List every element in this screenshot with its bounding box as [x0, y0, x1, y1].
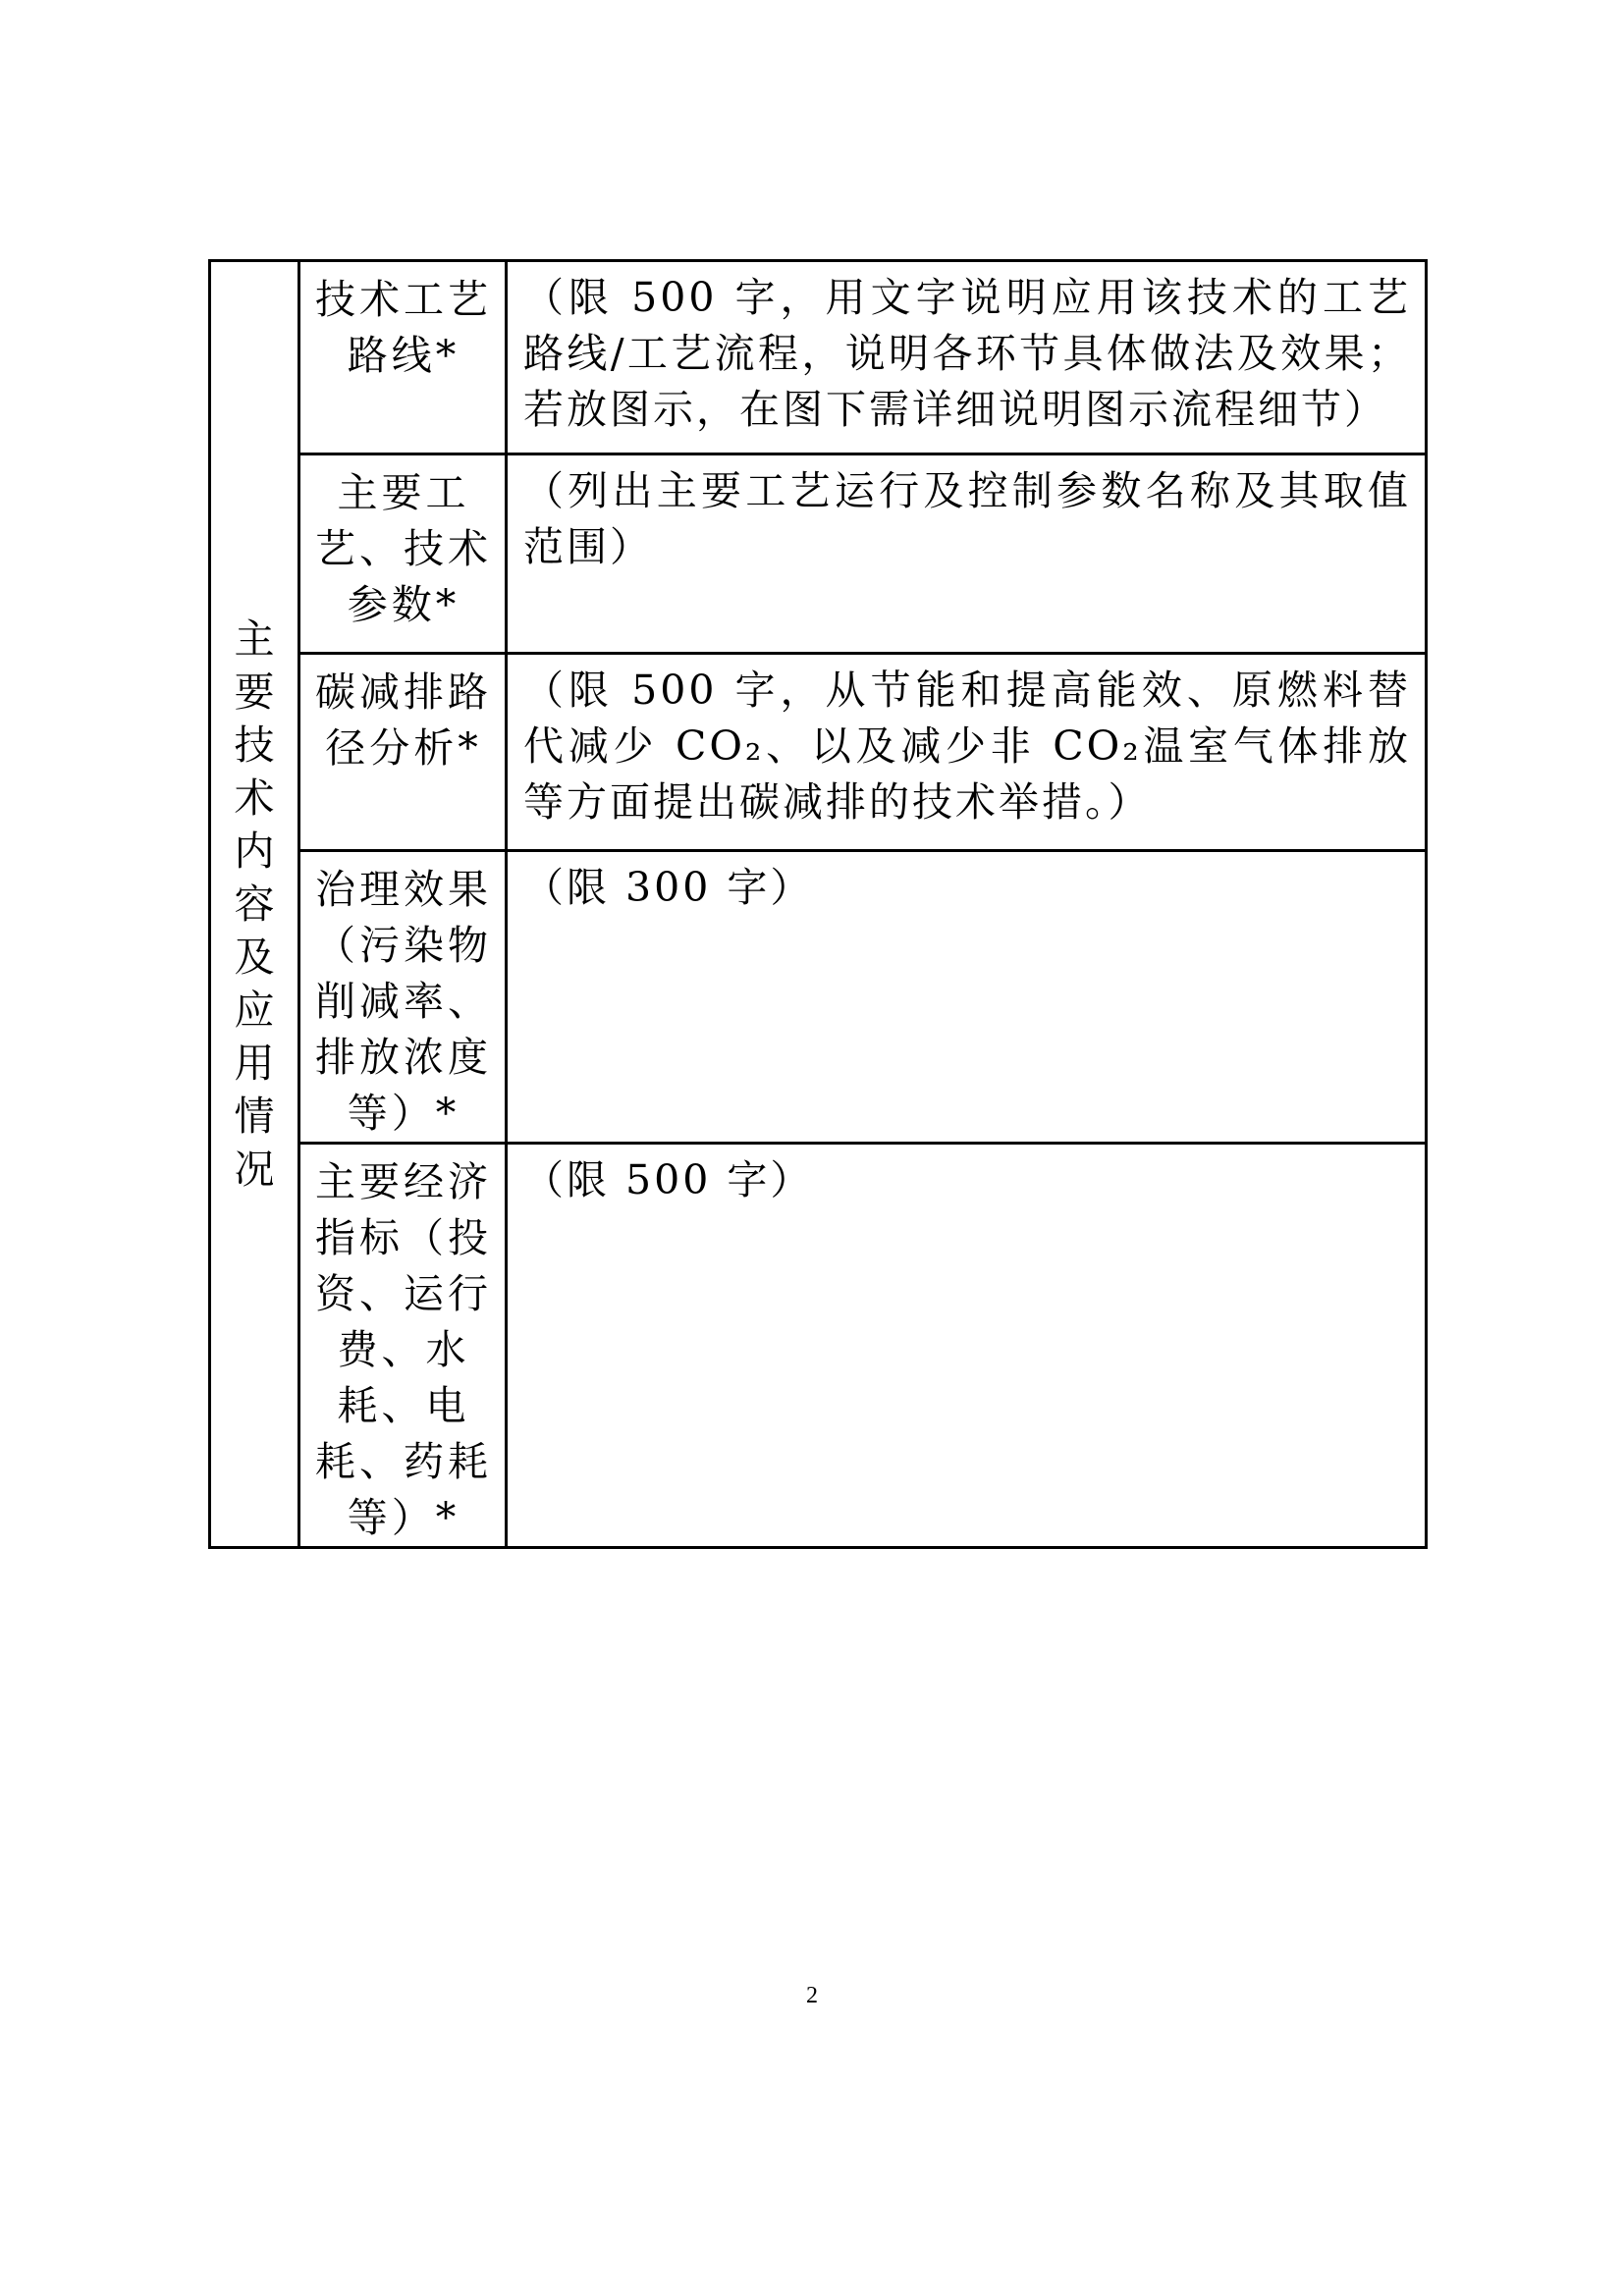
- table-row: [210, 654, 1427, 851]
- field-hint-carbon-reduction: （限 500 字，从节能和提高能效、原燃料替代减少 CO₂、以及减少非 CO₂温室气体排放等方面提出碳减排的技术举措。）: [523, 667, 1411, 826]
- field-label-cell: [299, 454, 507, 654]
- field-content-cell[interactable]: [507, 654, 1427, 851]
- table-row: [210, 261, 1427, 454]
- field-label-cell: [299, 1144, 507, 1548]
- field-content-cell[interactable]: [507, 261, 1427, 454]
- field-content-cell[interactable]: [507, 851, 1427, 1144]
- table-row: [210, 454, 1427, 654]
- field-content-cell[interactable]: [507, 1144, 1427, 1548]
- field-label-economic-indicators: 主要经济指标（投资、运行费、水耗、电耗、药耗等）*: [315, 1158, 492, 1541]
- section-header-cell: [210, 261, 299, 1548]
- page-number: 2: [806, 1983, 818, 2008]
- field-label-technical-parameters: 主要工艺、技术参数*: [315, 469, 492, 628]
- field-label-treatment-effect: 治理效果（污染物削减率、排放浓度等）*: [315, 866, 492, 1137]
- section-label: 主要技术内容及应用情况: [234, 615, 275, 1193]
- field-label-cell: [299, 261, 507, 454]
- field-hint-technical-parameters: （列出主要工艺运行及控制参数名称及其取值范围）: [523, 467, 1411, 570]
- field-label-process-route: 技术工艺路线*: [315, 276, 492, 379]
- field-label-carbon-reduction: 碳减排路径分析*: [315, 668, 492, 772]
- table-row: [210, 1144, 1427, 1548]
- field-content-cell[interactable]: [507, 454, 1427, 654]
- field-hint-treatment-effect: （限 300 字）: [523, 864, 814, 911]
- technology-info-table: [208, 259, 1428, 1549]
- field-hint-process-route: （限 500 字，用文字说明应用该技术的工艺路线/工艺流程，说明各环节具体做法及效果；若放图示，在图下需详细说明图示流程细节）: [523, 274, 1411, 433]
- field-label-cell: [299, 851, 507, 1144]
- table-row: [210, 851, 1427, 1144]
- field-hint-economic-indicators: （限 500 字）: [523, 1156, 814, 1203]
- field-label-cell: [299, 654, 507, 851]
